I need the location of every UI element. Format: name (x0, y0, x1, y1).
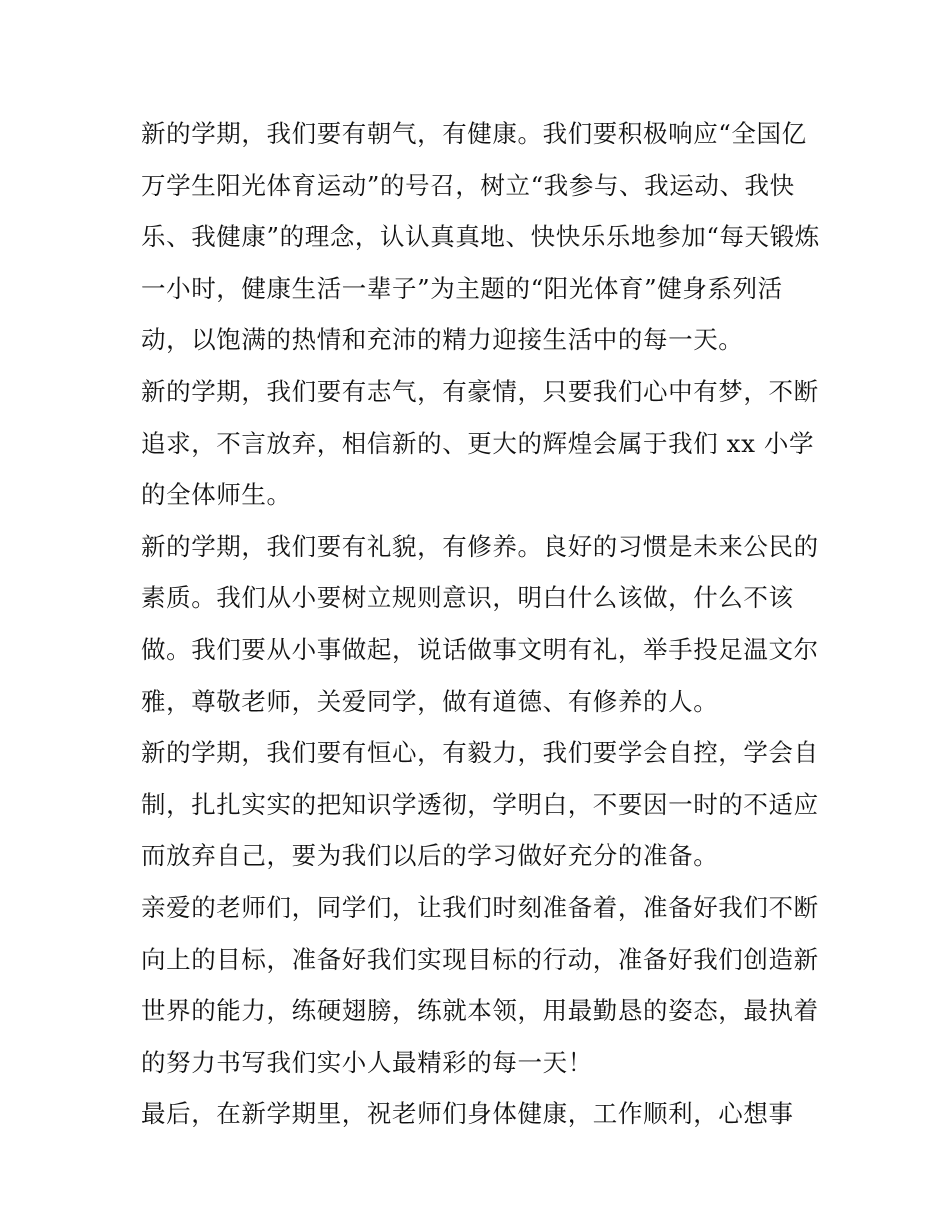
text-line: 雅，尊敬老师，关爱同学，做有道德、有修养的人。 (141, 686, 719, 716)
text-line: 而放弃自己，要为我们以后的学习做好充分的准备。 (141, 841, 719, 871)
text-line: 乐、我健康”的理念，认认真真地、快快乐乐地参加“每天锻炼 (141, 222, 820, 252)
text-line: 向上的目标，准备好我们实现目标的行动，准备好我们创造新 (141, 944, 819, 974)
text-line: 新的学期，我们要有志气，有豪情，只要我们心中有梦，不断 (141, 376, 819, 406)
text-line: 新的学期，我们要有礼貌，有修养。良好的习惯是未来公民的 (141, 531, 819, 561)
text-line: 新的学期，我们要有朝气，有健康。我们要积极响应“全国亿 (141, 119, 807, 148)
text-line: 追求，不言放弃，相信新的、更大的辉煌会属于我们 xx 小学 (141, 428, 815, 458)
text-line: 万学生阳光体育运动”的号召，树立“我参与、我运动、我快 (141, 170, 795, 200)
text-line: 素质。我们从小要树立规则意识，明白什么该做，什么不该 (141, 583, 794, 613)
body-text (141, 108, 841, 1140)
text-line: 动，以饱满的热情和充沛的精力迎接生活中的每一天。 (141, 325, 744, 355)
text-line: 新的学期，我们要有恒心，有毅力，我们要学会自控，学会自 (141, 738, 819, 768)
text-line: 做。我们要从小事做起，说话做事文明有礼，举手投足温文尔 (141, 634, 819, 664)
text-line: 制，扎扎实实的把知识学透彻，学明白，不要因一时的不适应 (141, 789, 819, 819)
text-line: 的努力书写我们实小人最精彩的每一天！ (141, 1047, 593, 1077)
text-line: 的全体师生。 (141, 480, 292, 510)
text-line: 亲爱的老师们，同学们，让我们时刻准备着，准备好我们不断 (141, 892, 819, 922)
text-line: 一小时，健康生活一辈子”为主题的“阳光体育”健身系列活 (141, 273, 783, 303)
text-line: 世界的能力，练硬翅膀，练就本领，用最勤恳的姿态，最执着 (141, 996, 819, 1026)
text-line: 最后，在新学期里，祝老师们身体健康，工作顺利，心想事 (141, 1099, 794, 1129)
